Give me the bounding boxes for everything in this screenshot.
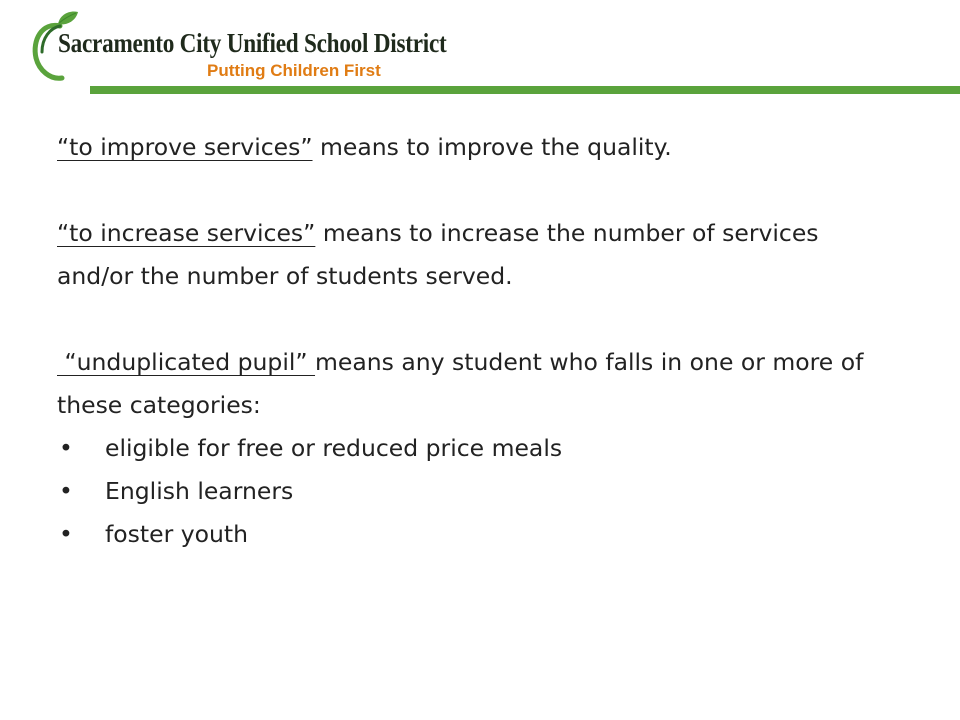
definition-unduplicated-text: means any student who falls in one or more of these categories:	[57, 348, 864, 419]
header-divider	[90, 86, 960, 94]
category-list	[57, 427, 897, 556]
definition-improve	[57, 126, 897, 169]
district-name: Sacramento City Unified School District	[58, 28, 447, 58]
definition-increase	[57, 212, 897, 298]
slide-body	[57, 126, 897, 556]
definition-increase-text: means to increase the number of services and/or the number of students served.	[57, 219, 819, 290]
header	[0, 0, 960, 100]
tagline: Putting Children First	[207, 61, 381, 80]
definition-improve-text: means to improve the quality.	[312, 133, 672, 161]
list-item: • foster youth	[57, 513, 897, 556]
term-unduplicated-pupil: “unduplicated pupil”	[57, 348, 316, 376]
term-increase-services: “to increase services”	[57, 219, 316, 247]
list-item: • eligible for free or reduced price meals	[57, 427, 897, 470]
list-item: • English learners	[57, 470, 897, 513]
definition-unduplicated	[57, 341, 897, 427]
term-improve-services: “to improve services”	[57, 133, 313, 161]
